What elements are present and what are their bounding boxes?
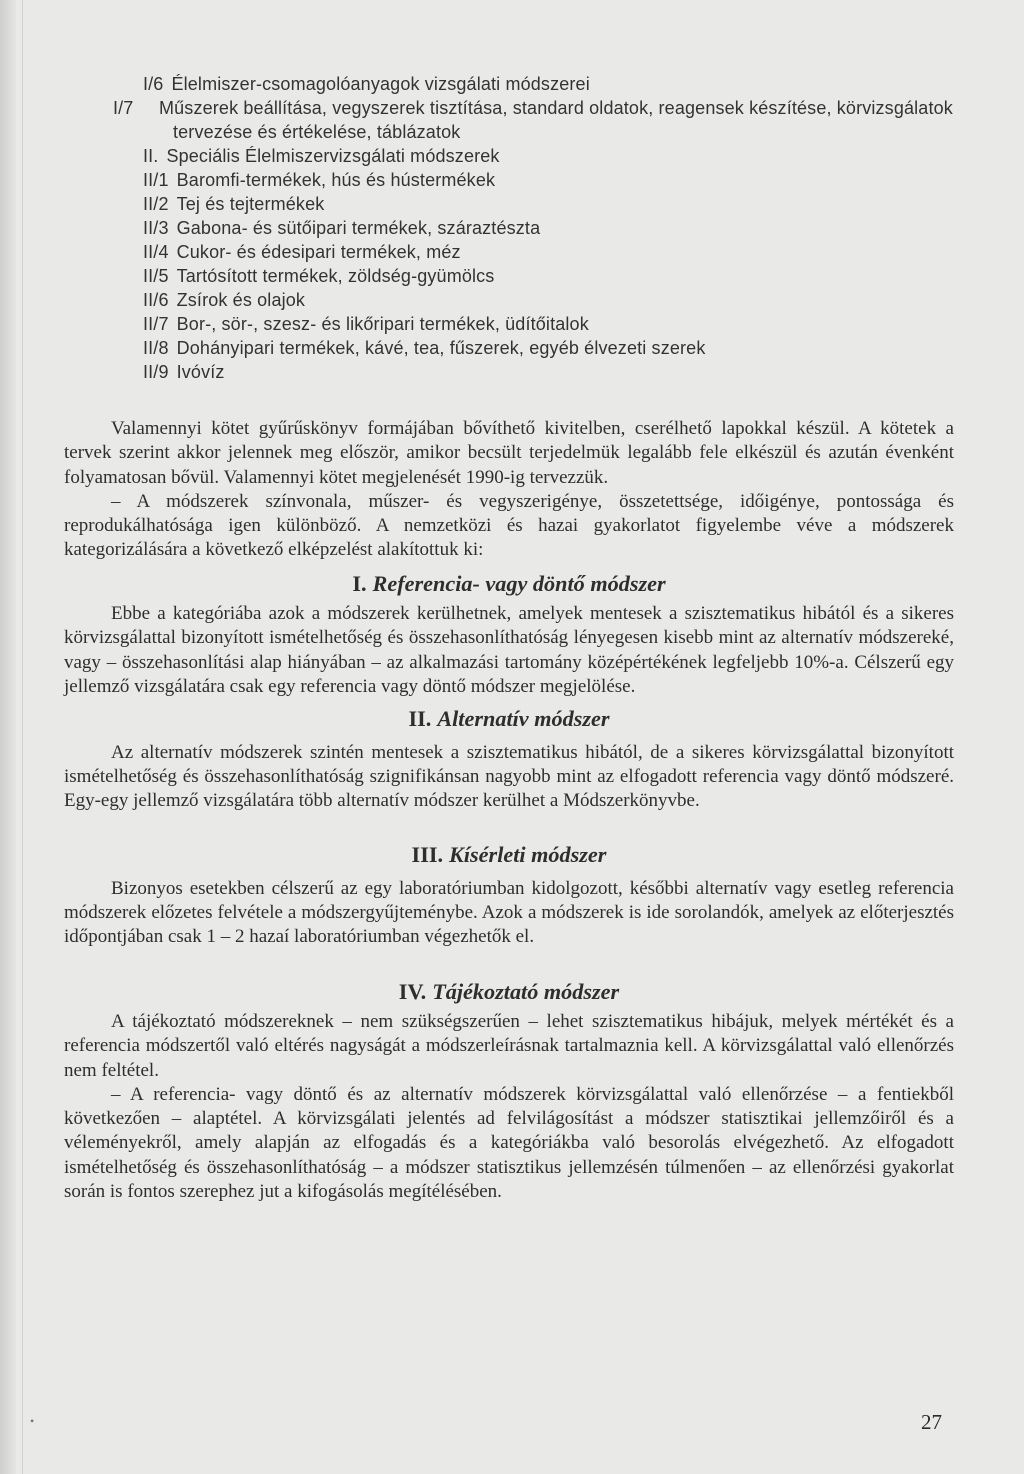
toc-item — [143, 72, 963, 96]
section-heading — [64, 843, 954, 867]
section-heading — [64, 980, 954, 1004]
toc-text: Műszerek beállítása, vegyszerek tisztítása, standard oldatok, reagensek készítése, körvizsgálatok tervezése és értékelése, táblázatok — [159, 98, 953, 142]
toc-item — [143, 192, 963, 216]
section-paragraph: A tájékoztató módszereknek – nem szükségszerűen – lehet szisztematikus hibájuk, melyek mértékét és a referencia módszertől való eltérés nagyságát a módszerleírásnak tartalmaznia kell. A körvizsgálattal való ellenőrzés nem feltétel. — [64, 1010, 954, 1081]
toc-code: II/4 — [143, 242, 169, 262]
section-heading — [64, 707, 954, 731]
section-title: Tájékoztató módszer — [432, 978, 620, 1004]
margin-bullet-mark: • — [30, 1414, 35, 1428]
toc-code: II/7 — [143, 314, 169, 334]
page-edge-shadow — [0, 0, 16, 1474]
toc-item — [143, 360, 963, 384]
toc-text: Ivóvíz — [176, 362, 225, 382]
toc-item — [143, 168, 963, 192]
toc-code: II/8 — [143, 338, 169, 358]
toc-item — [143, 336, 963, 360]
section-heading — [64, 572, 954, 596]
toc-text: Cukor- és édesipari termékek, méz — [176, 242, 461, 262]
toc-text: Bor-, sör-, szesz- és likőripari termékek, üdítőitalok — [176, 314, 589, 334]
toc-text: Gabona- és sütőipari termékek, száraztészta — [176, 218, 541, 238]
table-of-contents-list — [113, 72, 963, 384]
toc-item — [143, 216, 963, 240]
section-paragraph: – A referencia- vagy döntő és az alternatív módszerek körvizsgálattal való ellenőrzése – a fentiekből következően – alaptétel. A körvizsgálati jelentés ad felvilágosítást a módszer statisztikai jellemzőiről és a véleményekről, amely alapján az elfogadás és a kategóriákba való besorolás elvégezhető. Az elfogadott ismételhetőség és összehasonlíthatóság – a módszer statisztikus jellemzésén túlmenően – az ellenőrzési gyakorlat során is fontos szerephez jut a kifogásolás megítélésében. — [64, 1083, 954, 1203]
page-number: 27 — [921, 1410, 942, 1434]
toc-code: II/9 — [143, 362, 169, 382]
toc-text: Baromfi-termékek, hús és hústermékek — [176, 170, 496, 190]
toc-item — [143, 144, 963, 168]
toc-item — [143, 264, 963, 288]
toc-code: II/3 — [143, 218, 169, 238]
section-number: II. — [408, 706, 432, 732]
toc-code: II/5 — [143, 266, 169, 286]
toc-text: Tartósított termékek, zöldség-gyümölcs — [176, 266, 495, 286]
toc-item — [143, 240, 963, 264]
section-number: III. — [411, 842, 444, 868]
toc-item — [143, 312, 963, 336]
toc-item — [143, 288, 963, 312]
section-title: Referencia- vagy döntő módszer — [372, 570, 666, 596]
toc-code: II/1 — [143, 170, 169, 190]
toc-code: II. — [143, 146, 159, 166]
section-title: Kísérleti módszer — [449, 842, 607, 868]
toc-text: Speciális Élelmiszervizsgálati módszerek — [166, 146, 500, 166]
section-paragraph: Az alternatív módszerek szintén mentesek a szisztematikus hibától, de a sikeres körvizsgálattal bizonyított ismételhetőség és összehasonlíthatóság szignifikánsan nagyobb mint az elfogadott referencia vagy döntő módszeré. Egy-egy jellemző vizsgálatára több alternatív módszer kerülhet a Módszerkönyvbe. — [64, 741, 954, 812]
toc-code: II/2 — [143, 194, 169, 214]
toc-text: Élelmiszer-csomagolóanyagok vizsgálati módszerei — [171, 74, 590, 94]
intro-paragraph: – A módszerek színvonala, műszer- és vegyszerigénye, összetettsége, időigénye, pontossága és reprodukálhatósága igen különböző. A nemzetközi és hazai gyakorlatot figyelembe véve a módszerek kategorizálására a következő elképzelést alakítottuk ki: — [64, 490, 954, 561]
section-number: IV. — [398, 978, 427, 1004]
toc-text: Tej és tejtermékek — [176, 194, 325, 214]
toc-text: Dohányipari termékek, kávé, tea, fűszerek, egyéb élvezeti szerek — [176, 338, 706, 358]
section-paragraph: Ebbe a kategóriába azok a módszerek kerülhetnek, amelyek mentesek a szisztematikus hibától és a sikeres körvizsgálattal bizonyított ismételhetőség és összehasonlíthatóság lényegesen kisebb mint az alternatív módszereké, vagy – összehasonlítási alap hiányában – az alkalmazási tartomány középértékének legfeljebb 10%-a. Célszerű egy jellemző vizsgálatára csak egy referencia vagy döntő módszer megjelölése. — [64, 603, 954, 697]
toc-code: II/6 — [143, 290, 169, 310]
section-number: I. — [352, 570, 367, 596]
section-paragraph: Bizonyos esetekben célszerű az egy laboratóriumban kidolgozott, későbbi alternatív vagy esetleg referencia módszerek előzetes felvétele a módszergyűjteménybe. Azok a módszerek is ide sorolandók, amelyek az előterjesztés időpontjában csak 1 – 2 hazaí laboratóriumban végezhetők el. — [64, 877, 954, 948]
toc-text: Zsírok és olajok — [176, 290, 306, 310]
intro-paragraph: Valamennyi kötet gyűrűskönyv formájában bővíthető kivitelben, cserélhető lapokkal készül. A kötetek a tervek szerint akkor jelennek meg először, amikor becsült terjedelmük legalább fele elkészül és azután évenként folyamatosan bővül. Valamennyi kötet megjelenését 1990-ig tervezzük. — [64, 418, 954, 488]
section-title: Alternatív módszer — [437, 706, 610, 732]
toc-item: I/7 Műszerek beállítása, vegyszerek tisztítása, standard oldatok, reagensek készítése, körvizsgálatok tervezése és értékelése, táblázatok — [113, 98, 953, 142]
page-edge-line — [22, 0, 23, 1474]
body-text — [64, 417, 954, 1204]
toc-code: I/6 — [143, 74, 164, 94]
